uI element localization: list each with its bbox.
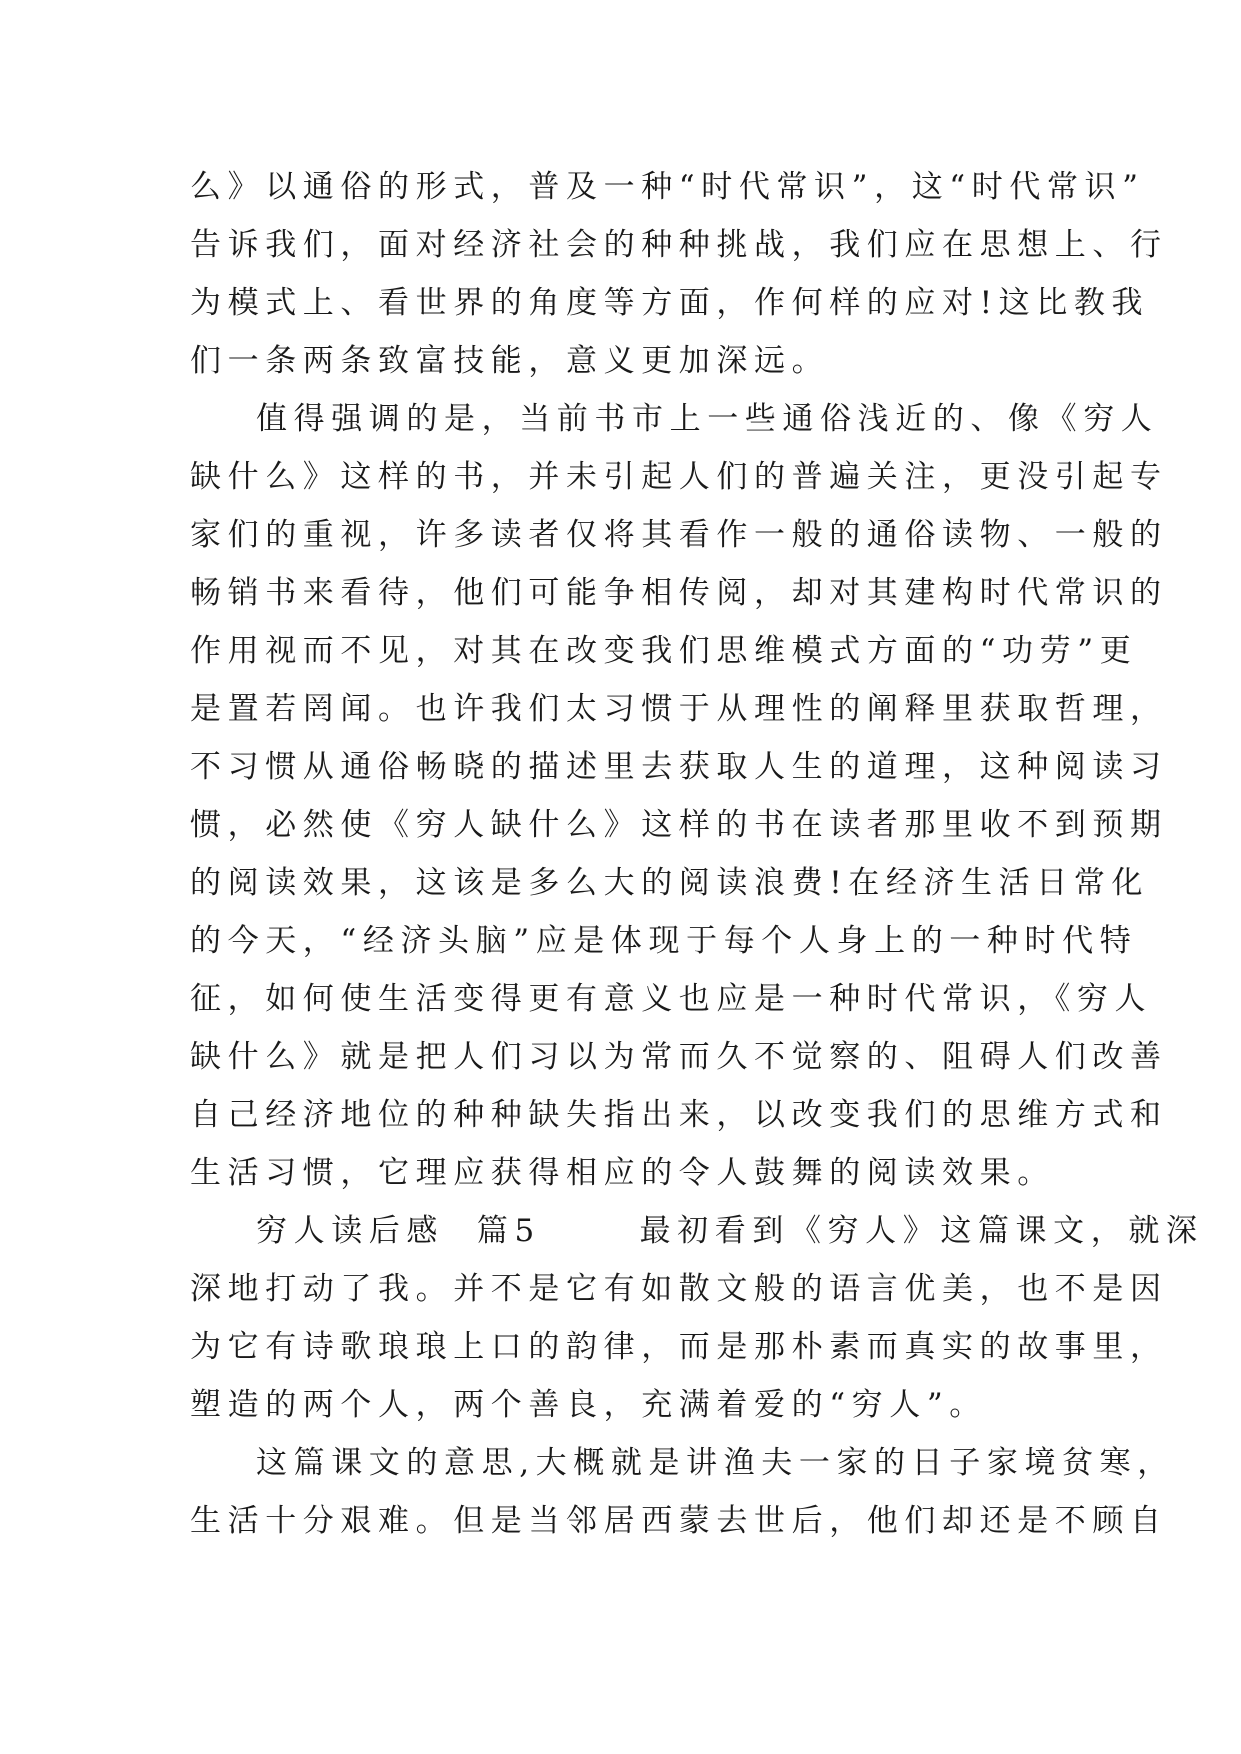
- text-line: 么》以通俗的形式，普及一种“时代常识”，这“时代常识”: [190, 169, 1145, 205]
- text-line: 家们的重视，许多读者仅将其看作一般的通俗读物、一般的: [190, 517, 1168, 553]
- text-line: 的阅读效果，这该是多么大的阅读浪费!在经济生活日常化: [190, 865, 1150, 901]
- text-line: 缺什么》这样的书，并未引起人们的普遍关注，更没引起专: [190, 459, 1168, 495]
- text-line: 自己经济地位的种种缺失指出来，以改变我们的思维方式和: [190, 1097, 1168, 1133]
- text-line: 们一条两条致富技能，意义更加深远。: [190, 343, 830, 379]
- text-line: 塑造的两个人，两个善良，充满着爱的“穷人”。: [190, 1387, 987, 1423]
- text-line: 征，如何使生活变得更有意义也应是一种时代常识，《穷人: [190, 981, 1153, 1017]
- section-heading-line: 穷人读后感 篇5 最初看到《穷人》这篇课文，就深: [256, 1213, 1204, 1249]
- text-line: 缺什么》就是把人们习以为常而久不觉察的、阻碍人们改善: [190, 1039, 1168, 1075]
- text-line: 作用视而不见，对其在改变我们思维模式方面的“功劳”更: [190, 633, 1138, 669]
- text-line: 为模式上、看世界的角度等方面，作何样的应对!这比教我: [190, 285, 1150, 321]
- text-line: 生活习惯，它理应获得相应的令人鼓舞的阅读效果。: [190, 1155, 1055, 1191]
- paragraph-start-line: 这篇课文的意思,大概就是讲渔夫一家的日子家境贫寒，: [256, 1445, 1175, 1481]
- paragraph-start-line: 值得强调的是，当前书市上一些通俗浅近的、像《穷人: [256, 401, 1159, 437]
- text-line: 告诉我们，面对经济社会的种种挑战，我们应在思想上、行: [190, 227, 1168, 263]
- document-body: [190, 158, 1204, 1550]
- text-line: 为它有诗歌琅琅上口的韵律，而是那朴素而真实的故事里，: [190, 1329, 1168, 1365]
- text-line: 的今天，“经济头脑”应是体现于每个人身上的一种时代特: [190, 923, 1138, 959]
- text-line: 生活十分艰难。但是当邻居西蒙去世后，他们却还是不顾自: [190, 1503, 1168, 1539]
- text-line: 惯，必然使《穷人缺什么》这样的书在读者那里收不到预期: [190, 807, 1168, 843]
- text-line: 不习惯从通俗畅晓的描述里去获取人生的道理，这种阅读习: [190, 749, 1168, 785]
- text-line: 畅销书来看待，他们可能争相传阅，却对其建构时代常识的: [190, 575, 1168, 611]
- text-line: 深地打动了我。并不是它有如散文般的语言优美，也不是因: [190, 1271, 1168, 1307]
- text-line: 是置若罔闻。也许我们太习惯于从理性的阐释里获取哲理，: [190, 691, 1168, 727]
